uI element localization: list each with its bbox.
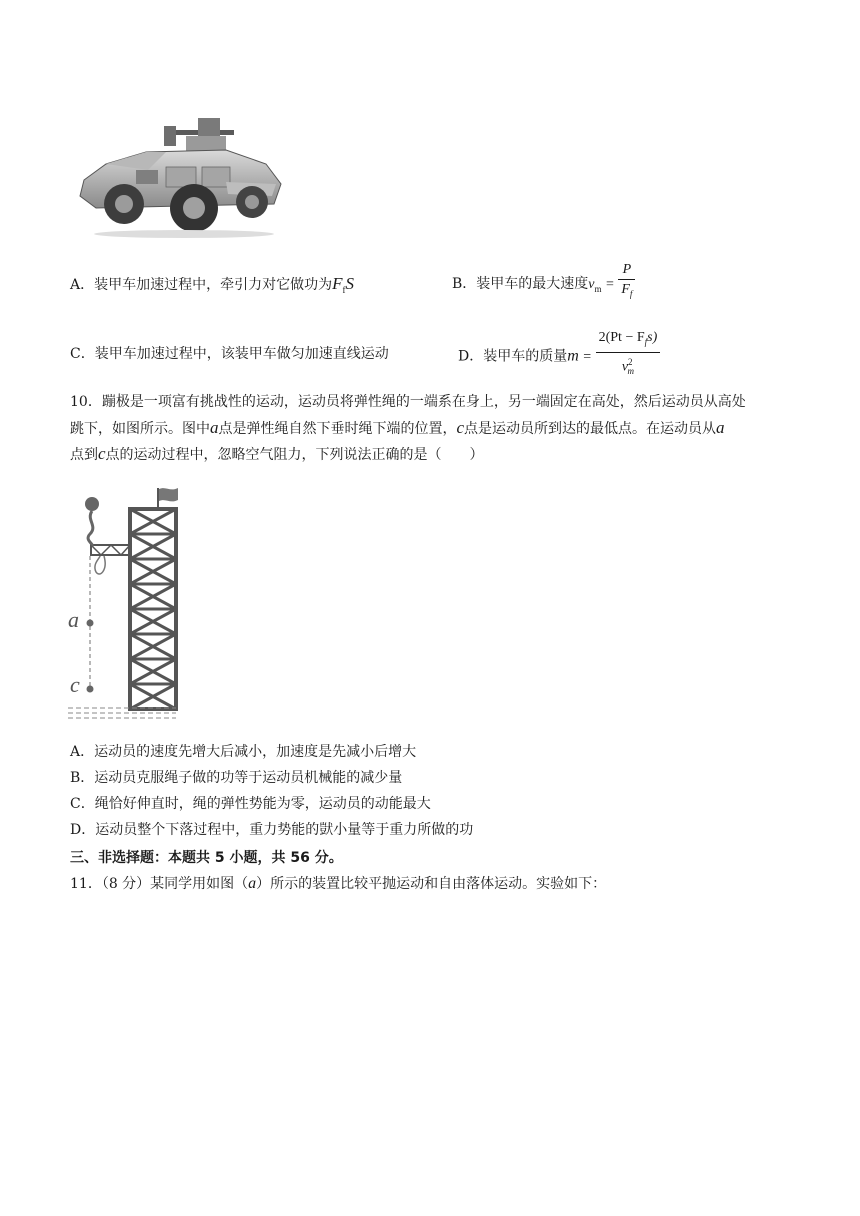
option-9b-text: B．装甲车的最大速度 — [452, 276, 589, 292]
text-run: 点是运动员所到达的最低点。在运动员从 — [464, 421, 717, 437]
option-9b — [452, 262, 635, 306]
question-10-line1 — [70, 389, 746, 415]
fraction-denominator: v — [621, 359, 629, 375]
math-m: m — [567, 347, 579, 365]
fraction-numerator: 2(Pt − F — [598, 330, 645, 345]
option-10c-text: C．绳恰好伸直时，绳的弹性势能为零，运动员的动能最大 — [70, 796, 431, 812]
question-10-line3 — [70, 441, 484, 468]
math-a: a — [716, 418, 725, 437]
armored-vehicle-image — [76, 112, 286, 242]
fraction-vmax — [618, 260, 635, 304]
text-run: 点的运动过程中，忽略空气阻力，下列说法正确的是（ ） — [105, 447, 484, 463]
math-sub-m: m — [627, 366, 635, 377]
math-sub-m: m — [594, 283, 602, 294]
math-sub-f: f — [629, 288, 633, 299]
option-9a-text: A．装甲车加速过程中，牵引力对它做功为 — [70, 277, 333, 293]
option-10d — [70, 817, 473, 843]
option-10a-text: A．运动员的速度先增大后减小，加速度是先减小后增大 — [70, 744, 417, 760]
option-10a — [70, 739, 416, 765]
math-v: v — [588, 277, 595, 292]
math-F: F — [332, 274, 343, 293]
math-a: a — [210, 418, 219, 437]
text-run: 11．（8 分）某同学用如图（ — [70, 876, 249, 892]
text-run: 跳下，如图所示。图中 — [70, 421, 210, 437]
option-10c — [70, 791, 431, 817]
math-equals: = — [583, 349, 592, 365]
fraction-numerator-end: s) — [647, 330, 658, 345]
math-S: S — [345, 274, 354, 293]
question-11 — [70, 871, 606, 897]
math-c: c — [456, 418, 465, 437]
math-sub-f: f — [342, 284, 346, 295]
option-9a — [70, 271, 354, 303]
option-10b — [70, 765, 402, 791]
fraction-numerator: P — [618, 260, 635, 280]
option-9d-text: D．装甲车的质量 — [458, 348, 568, 365]
fraction-mass — [596, 328, 661, 381]
section-3-heading — [70, 845, 343, 871]
option-9d — [458, 330, 660, 378]
text-run: 点到 — [70, 447, 98, 463]
section-3-title: 三、非选择题：本题共 5 小题，共 56 分。 — [70, 850, 343, 866]
option-10b-text: B．运动员克服绳子做的功等于运动员机械能的减少量 — [70, 770, 403, 786]
math-c: c — [98, 444, 106, 463]
text-run: 点是弹性绳自然下垂时绳下端的位置， — [218, 421, 457, 437]
option-10d-text: D．运动员整个下落过程中，重力势能的獃小量等于重力所做的功 — [70, 822, 474, 838]
text-run: ）所示的装置比较平抛运动和自由落体运动。实验如下： — [256, 876, 607, 892]
diagram-label-a: a — [68, 607, 79, 632]
question-10-text: 10．蹦极是一项富有挑战性的运动，运动员将弹性绳的一端系在身上，另一端固定在高处，然后运动员从高处 — [70, 394, 746, 410]
diagram-label-c: c — [70, 672, 80, 697]
option-9c — [70, 341, 389, 367]
question-10-line2 — [70, 415, 725, 442]
math-sup-2: 2 — [628, 356, 633, 367]
math-equals: = — [605, 277, 614, 292]
math-a: a — [248, 875, 257, 892]
math-sub-f: f — [644, 336, 648, 347]
option-9c-text: C．装甲车加速过程中，该装甲车做匀加速直线运动 — [70, 346, 389, 362]
fraction-denominator: F — [621, 282, 630, 298]
bungee-tower-diagram — [64, 484, 184, 724]
